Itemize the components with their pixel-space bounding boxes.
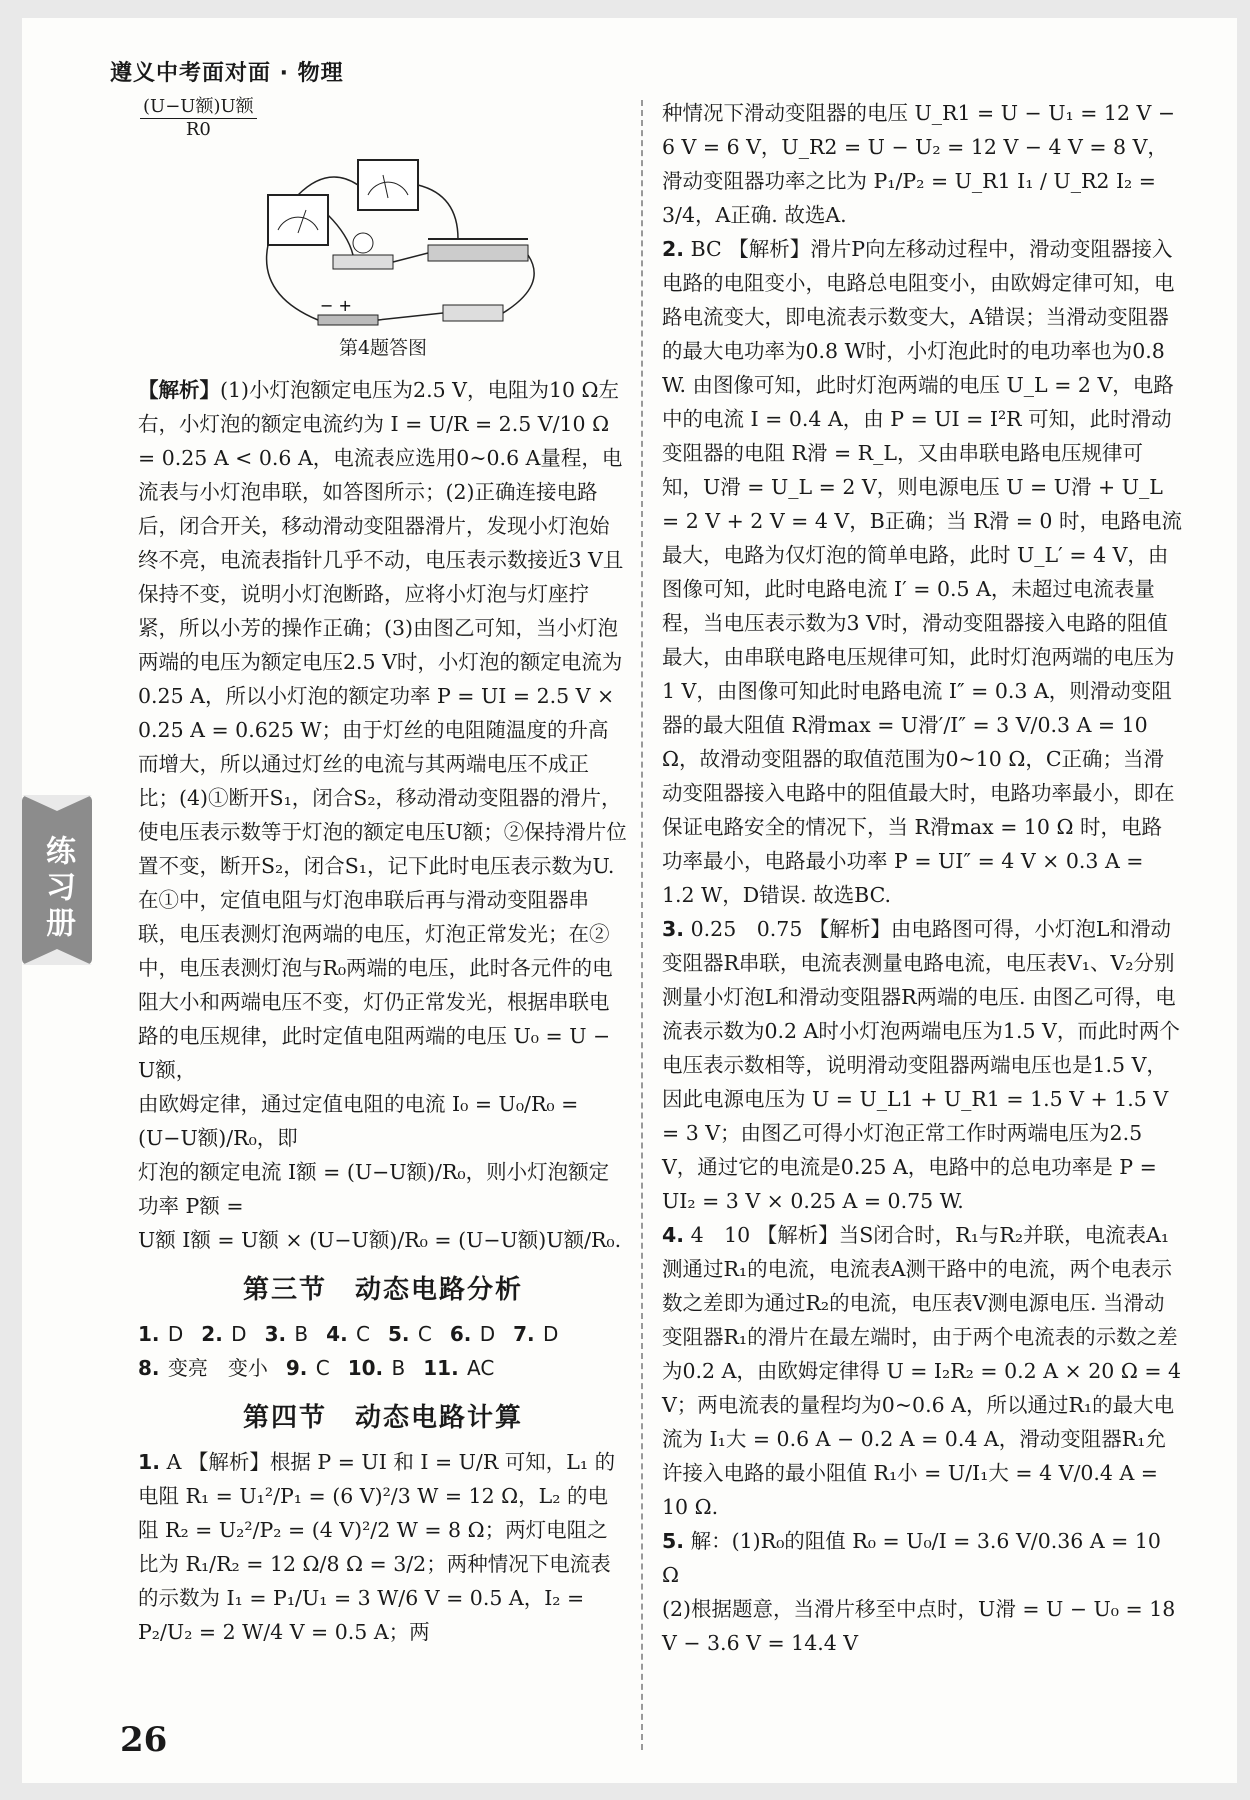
answer-number: 9.: [285, 1356, 308, 1380]
answer-number: 2.: [201, 1322, 223, 1346]
answer-item: [513, 1322, 558, 1346]
answer-item: [450, 1322, 495, 1346]
figure-caption: 第4题答图: [338, 337, 428, 359]
answer-item: [265, 1322, 309, 1346]
question-5-line-1: 解：(1)R₀的阻值 R₀ = U₀/I = 3.6 V/0.36 A = 10 Ω: [662, 1529, 1161, 1587]
answer-number: 4.: [326, 1322, 348, 1346]
column-divider: [641, 100, 643, 1750]
side-tab: [22, 795, 92, 965]
top-formula: $\frac{\text{(U−U额)U额}}{R0}$: [138, 96, 628, 141]
answer-item: [348, 1356, 406, 1380]
answer-number: 7.: [513, 1322, 535, 1346]
answer-item: [201, 1322, 246, 1346]
svg-text:− +: − +: [320, 296, 352, 315]
answer-value: D: [161, 1322, 184, 1346]
page-number: 26: [120, 1720, 168, 1760]
analysis-paragraph-3: 灯泡的额定电流 I额 = (U−U额)/R₀，则小灯泡额定功率 P额 =: [138, 1160, 610, 1218]
answer-item: [138, 1356, 268, 1380]
question-3-text: 0.25 0.75 【解析】由电路图可得，小灯泡L和滑动变阻器R串联，电流表测量电路电流，电压表V₁、V₂分别测量小灯泡L和滑动变阻器R两端的电压. 由图乙可得，电流表示数为0.2 A时小灯泡两端电压为1.5 V，而此时两个电压表示数相等，说明滑动变阻器两端电压也是1.5 V，因此电源电压为 U = U_L1 + U_R1 = 1.5 V + 1.5 V = 3 V；由图乙可得小灯泡正常工作时两端电压为2.5 V，通过它的电流是0.25 A，电路中的总电功率是 P = UI₂ = 3 V × 0.25 A = 0.75 W.: [662, 917, 1180, 1213]
answer-value: 变亮 变小: [161, 1356, 268, 1380]
answer-value: C: [309, 1356, 330, 1380]
right-column: [662, 96, 1182, 1660]
analysis-paragraph-1: (1)小灯泡额定电压为2.5 V，电阻为10 Ω左右，小灯泡的额定电流约为 I = U/R = 2.5 V/10 Ω = 0.25 A < 0.6 A，电流表应选用0~0.6 A量程，电流表与小灯泡串联，如答图所示；(2)正确连接电路后，闭合开关，移动滑动变阻器滑片，发现小灯泡始终不亮，电流表指针几乎不动，电压表示数接近3 V且保持不变，说明小灯泡断路，应将小灯泡与灯座拧紧，所以小芳的操作正确；(3)由图乙可知，当小灯泡两端的电压为额定电压2.5 V时，小灯泡的额定电流为0.25 A，所以小灯泡的额定功率 P = UI = 2.5 V × 0.25 A = 0.625 W；由于灯丝的电阻随温度的升高而增大，所以通过灯丝的电流与其两端电压不成正比；(4)①断开S₁，闭合S₂，移动滑动变阻器的滑片，使电压表示数等于灯泡的额定电压U额；②保持滑片位置不变，断开S₂，闭合S₁，记下此时电压表示数为U. 在①中，定值电阻与灯泡串联后再与滑动变阻器串联，电压表测灯泡两端的电压，灯泡正常发光；在②中，电压表测灯泡与R₀两端的电压，此时各元件的电阻大小和两端电压不变，灯仍正常发光，根据串联电路的电压规律，此时定值电阻两端的电压 U₀ = U − U额，: [138, 378, 627, 1082]
question-4-text: 4 10 【解析】当S闭合时，R₁与R₂并联，电流表A₁测通过R₁的电流，电流表A测干路中的电流，两个电表示数之差即为通过R₂的电流，电压表V测电源电压. 当滑动变阻器R₁的滑片在最左端时，由于两个电流表的示数之差为0.2 A，由欧姆定律得 U = I₂R₂ = 0.2 A × 20 Ω = 4 V；两电流表的量程均为0~0.6 A，所以通过R₁的最大电流为 I₁大 = 0.6 A − 0.2 A = 0.4 A，滑动变阻器R₁允许接入电路的最小阻值 R₁小 = U/I₁大 = 4 V/0.4 A = 10 Ω.: [662, 1223, 1182, 1519]
section-4-title: 第四节 动态电路计算: [242, 1403, 523, 1433]
question-1-text: A 【解析】根据 P = UI 和 I = U/R 可知，L₁ 的电阻 R₁ = U₁²/P₁ = (6 V)²/3 W = 12 Ω，L₂ 的电阻 R₂ = U₂²/P₂ = (4 V)²/2 W = 8 Ω；两灯电阻之比为 R₁/R₂ = 12 Ω/8 Ω = 3/2；两种情况下电流表的示数为 I₁ = P₁/U₁ = 3 W/6 V = 0.5 A，I₂ = P₂/U₂ = 2 W/4 V = 0.5 A；两: [138, 1450, 616, 1644]
page-header: 遵义中考面对面 · 物理: [110, 61, 344, 86]
answer-item: [326, 1322, 370, 1346]
answer-number: 11.: [423, 1356, 459, 1380]
answers-line-1: [138, 1317, 628, 1351]
answer-item: [286, 1356, 330, 1380]
answer-value: C: [411, 1322, 432, 1346]
answers-line-2: [138, 1351, 628, 1385]
answer-value: D: [224, 1322, 247, 1346]
answer-number: 1.: [138, 1322, 160, 1346]
section-3-title: 第三节 动态电路分析: [242, 1275, 523, 1305]
question-2-text: BC 【解析】滑片P向左移动过程中，滑动变阻器接入电路的电阻变小，电路总电阻变小，由欧姆定律可知，电路电流变大，即电流表示数变大，A错误；当滑动变阻器的最大电功率为0.8 W时，小灯泡此时的电功率也为0.8 W. 由图像可知，此时灯泡两端的电压 U_L = 2 V，电路中的电流 I = 0.4 A，由 P = UI = I²R 可知，此时滑动变阻器的电阻 R滑 = R_L，又由串联电路电压规律可知，U滑 = U_L = 2 V，则电源电压 U = U滑 + U_L = 2 V + 2 V = 4 V，B正确；当 R滑 = 0 时，电路电流最大，电路为仅灯泡的简单电路，此时 U_L′ = 4 V，由图像可知，此时电路电流 I′ = 0.5 A，未超过电流表量程，当电压表示数为3 V时，滑动变阻器接入电路的阻值最大，由串联电路电压规律可知，此时灯泡两端的电压为1 V，由图像可知此时电路电流 I″ = 0.3 A，则滑动变阻器的最大阻值 R滑max = U滑′/I″ = 3 V/0.3 A = 10 Ω，故滑动变阻器的取值范围为0~10 Ω，C正确；当滑动变阻器接入电路中的阻值最大时，电路功率最小，即在保证电路安全的情况下，当 R滑max = 10 Ω 时，电路功率最小，电路最小功率 P = UI″ = 4 V × 0.3 A = 1.2 W，D错误. 故选BC.: [662, 237, 1182, 907]
answer-value: B: [385, 1356, 406, 1380]
answer-item: [138, 1322, 183, 1346]
question-5-line-2: (2)根据题意，当滑片移至中点时，U滑 = U − U₀ = 18 V − 3.6 V = 14.4 V: [662, 1597, 1176, 1655]
answer-number: 8.: [138, 1356, 160, 1380]
analysis-paragraph-2: 由欧姆定律，通过定值电阻的电流 I₀ = U₀/R₀ = (U−U额)/R₀，即: [138, 1092, 579, 1150]
left-column: [138, 96, 628, 1649]
answer-value: AC: [460, 1356, 495, 1380]
circuit-figure: [258, 155, 558, 335]
analysis-label: 【解析】: [138, 378, 220, 402]
answer-number: 6.: [449, 1322, 472, 1346]
question-5-number: 5.: [662, 1529, 685, 1553]
answer-value: D: [536, 1322, 559, 1346]
question-2-number: 2.: [662, 237, 685, 261]
answer-number: 10.: [347, 1356, 384, 1380]
question-1-number: 1.: [138, 1450, 161, 1474]
answer-item: [423, 1356, 494, 1380]
question-4-number: 4.: [662, 1223, 685, 1247]
analysis-paragraph-4: U额 I额 = U额 × (U−U额)/R₀ = (U−U额)U额/R₀.: [138, 1228, 622, 1252]
answer-number: 3.: [264, 1322, 287, 1346]
section-3-answers: [138, 1317, 628, 1385]
question-1-continued: 种情况下滑动变阻器的电压 U_R1 = U − U₁ = 12 V − 6 V = 6 V，U_R2 = U − U₂ = 12 V − 4 V = 8 V，滑动变阻器功率之比为 P₁/P₂ = U_R1 I₁ / U_R2 I₂ = 3/4，A正确. 故选A.: [662, 101, 1176, 227]
answer-item: [388, 1322, 432, 1346]
answer-value: D: [473, 1322, 496, 1346]
side-tab-label: 练习册: [40, 835, 75, 943]
answer-value: B: [288, 1322, 309, 1346]
question-3-number: 3.: [662, 917, 685, 941]
answer-number: 5.: [388, 1322, 410, 1346]
answer-value: C: [349, 1322, 370, 1346]
